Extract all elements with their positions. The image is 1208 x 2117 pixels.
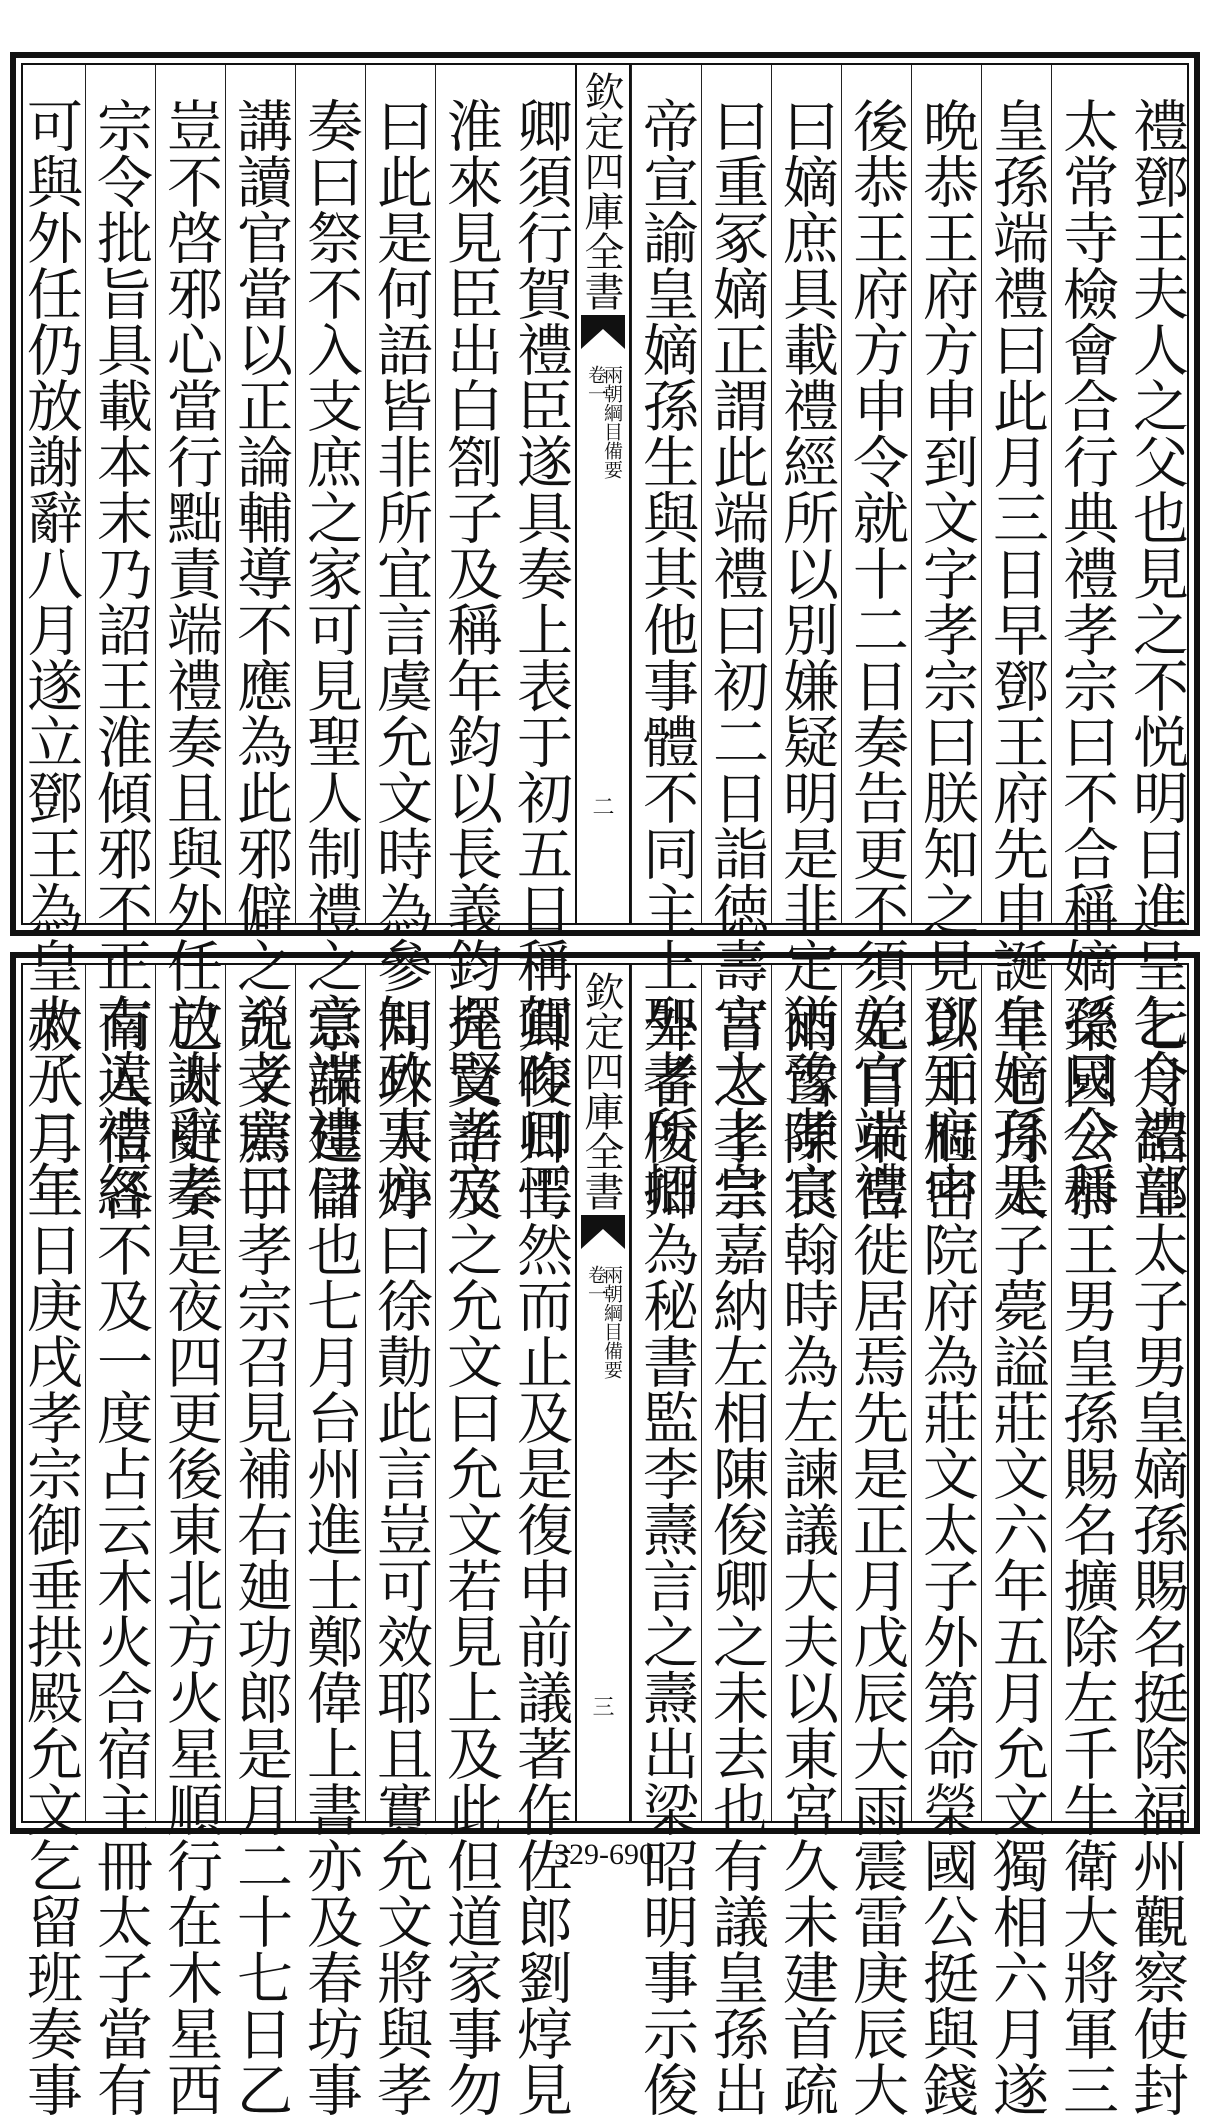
- fold-volume: 卷一: [585, 365, 607, 403]
- column: 曰重冢嫡正謂此端禮曰初二日詣徳壽宮太上皇: [701, 65, 771, 923]
- column: 雨雪陳良翰時為左諫議大夫以東宮久未建首疏: [771, 965, 841, 1821]
- column: 可與外任仍放謝辭八月遂立鄧王為皇太子二年: [18, 97, 83, 1217]
- column: 晩恭王府方申到文字孝宗曰朕知之見鄧王府申: [911, 65, 981, 923]
- column: 赦八月三日庚戌孝宗御垂拱殿允文乞留班奏事: [18, 997, 83, 2117]
- column: 宗謀建儲也七月台州進士鄭偉上書亦及春坊事: [295, 965, 365, 1821]
- top-page-inner-border: [18, 63, 1189, 1217]
- column: 外者俊卿為秘書監李燾言之燾出梁昭明事示俊: [631, 965, 701, 1821]
- column: 淮來見臣出白劄子及稱年鈞以長義鈞擇賢孝宗: [435, 65, 505, 923]
- column: 南入宿各不及一度占云木火合宿主冊太子當有: [85, 965, 155, 1821]
- column: 宗令批旨具載本末乃詔王淮傾邪不正有違禮經: [85, 65, 155, 923]
- column: 講讀官當以正論輔導不應為此邪僻之説孝宗曰: [225, 65, 295, 923]
- top-page: [10, 52, 1200, 1217]
- column: 卿俊卿愕然而止及是復申前議著作佐郎劉焞見: [508, 997, 573, 2117]
- fold-volume: 卷一: [585, 1265, 607, 1303]
- column: 卿須行賀禮臣遂具奏上表于初五日稱賀昨日王: [508, 97, 573, 1217]
- column: 妃自東宮徙居焉先是正月戊辰大雨震雷庚辰大: [841, 965, 911, 1821]
- column: 豈不啓邪心當行黜責端禮奏且與外任放謝辭孝: [155, 65, 225, 923]
- fold-column: [575, 965, 631, 1821]
- column: 年七月太子薨謚莊文六年五月允文獨相六月遂: [981, 965, 1051, 1821]
- column: 問外人焞曰徐勣此言豈可效耶且實允文將與孝: [365, 965, 435, 1821]
- column: 七月詔皇太子男皇嫡孫賜名挺除福州觀察使封: [1124, 997, 1189, 2117]
- column: 榮國公恭王男皇孫賜名擴除左千牛衛大將軍三: [1051, 965, 1121, 1821]
- column: 太常寺檢會合行典禮孝宗曰不合稱嫡孫只令稱: [1051, 65, 1121, 923]
- fold-page-number: 三: [589, 1695, 614, 1717]
- page-code: 329-690: [554, 1838, 654, 1871]
- column: 皇孫端禮曰此月三日早鄧王府先申誕皇嫡孫是: [981, 65, 1051, 923]
- column: 巳太史奏是夜四更後東北方火星順行在木星西: [155, 965, 225, 1821]
- fishtail-mark-icon: [581, 315, 625, 349]
- column: 允文語及之允文曰允文若見上及此但道家事勿: [435, 965, 505, 1821]
- fishtail-mark-icon: [581, 1215, 625, 1249]
- column: 曰此是何語皆非所宜言虞允文時為參知政事亦: [365, 65, 435, 923]
- top-text-area: [18, 65, 1189, 1217]
- column: 奏曰祭不入支庶之家可見聖人制禮之意端禮曰: [295, 65, 365, 923]
- column: 後恭王府方申令就十二日奏告更不須差官端禮: [841, 65, 911, 923]
- fold-page-number: 二: [589, 795, 614, 817]
- column: 言之孝宗嘉納左相陳俊卿之未去也有議皇孫出: [701, 965, 771, 1821]
- column: 禮鄧王夫人之父也見之不悦明日進呈乞令禮部: [1124, 97, 1189, 1217]
- column: 以知樞密院府為莊文太子外第命榮國公挺與錢: [911, 965, 981, 1821]
- column: 曰嫡庶具載禮經所以別嫌疑明是非定猶豫孝宗: [771, 65, 841, 923]
- fold-book-title: 兩朝綱目備要: [601, 365, 623, 479]
- fold-title: 欽定四庫全書: [578, 971, 624, 1211]
- fold-title: 欽定四庫全書: [578, 71, 624, 311]
- column: 允文薦于孝宗召見補右廸功郎是月二十七日乙: [225, 965, 295, 1821]
- column: 帝宣諭皇嫡孫生與其他事體不同主上聖孝所招: [631, 65, 701, 923]
- fold-column: [575, 65, 631, 923]
- fold-book-title: 兩朝綱目備要: [601, 1265, 623, 1379]
